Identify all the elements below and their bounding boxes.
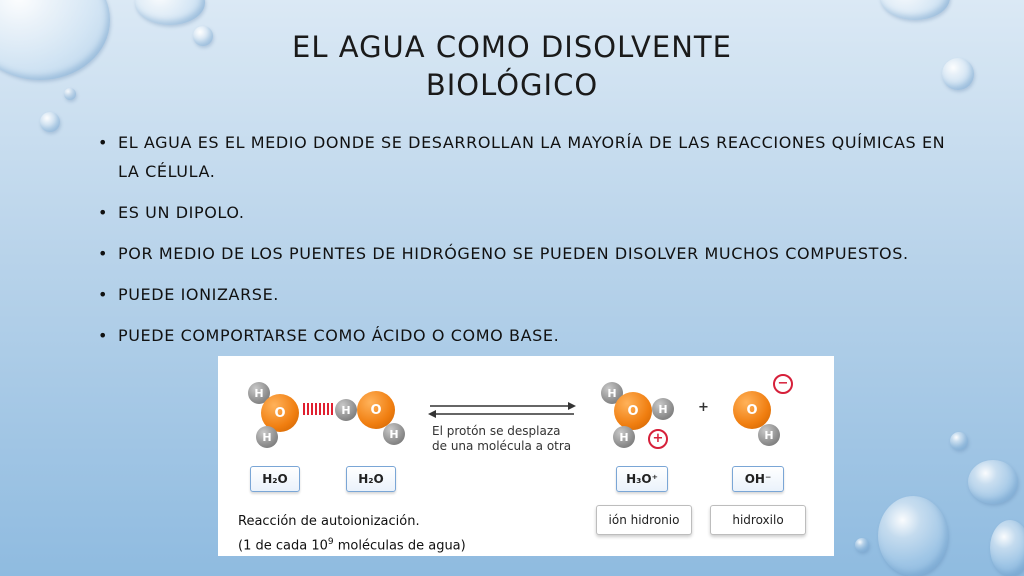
water-drop-decoration <box>880 0 950 20</box>
proton-text-line-2: de una molécula a otra <box>432 439 572 453</box>
autoionization-figure <box>218 356 834 556</box>
hydrogen-atom: H <box>613 426 635 448</box>
bullet-item: • ES UN DIPOLO. <box>98 198 958 227</box>
bullet-item: • PUEDE COMPORTARSE COMO ÁCIDO O COMO BASE. <box>98 321 958 350</box>
water-drop-decoration <box>968 460 1018 504</box>
caption-suffix: moléculas de agua) <box>333 538 466 554</box>
hydrogen-atom: H <box>335 399 357 421</box>
caption-line-2 <box>238 532 466 556</box>
formula-hydronium: H₃O⁺ <box>616 466 668 492</box>
water-drop-decoration <box>135 0 205 25</box>
hydrogen-atom: H <box>652 398 674 420</box>
slide-title <box>0 28 1024 104</box>
bullet-item: • EL AGUA ES EL MEDIO DONDE SE DESARROLLAN LA MAYORÍA DE LAS REACCIONES QUÍMICAS EN LA CÉLULA. <box>98 128 958 186</box>
hydrogen-atom: H <box>601 382 623 404</box>
caption-line-1: Reacción de autoionización. <box>238 514 420 529</box>
formula-water-1: H₂O <box>250 466 300 492</box>
water-drop-decoration <box>878 496 948 576</box>
title-line-1: EL AGUA COMO DISOLVENTE <box>292 30 732 64</box>
formula-hydroxide: OH⁻ <box>732 466 784 492</box>
oxygen-atom: O <box>357 391 395 429</box>
proton-transfer-text <box>432 424 582 454</box>
bullet-list <box>98 128 958 362</box>
caption-exponent: 9 <box>327 537 334 547</box>
label-hydronium: ión hidronio <box>596 505 692 535</box>
title-line-2: BIOLÓGICO <box>425 68 599 102</box>
equilibrium-arrows-icon <box>426 400 578 420</box>
water-drop-decoration <box>40 112 60 132</box>
hydrogen-bond-icon <box>302 401 334 417</box>
proton-text-line-1: El protón se desplaza <box>432 424 561 438</box>
minus-charge-icon: − <box>773 374 793 394</box>
bullet-item: • POR MEDIO DE LOS PUENTES DE HIDRÓGENO SE PUEDEN DISOLVER MUCHOS COMPUESTOS. <box>98 239 958 268</box>
hydrogen-atom: H <box>383 423 405 445</box>
formula-water-2: H₂O <box>346 466 396 492</box>
hydrogen-atom: H <box>256 426 278 448</box>
oxygen-atom: O <box>733 391 771 429</box>
plus-charge-icon: + <box>648 429 668 449</box>
figure-caption <box>238 511 466 556</box>
plus-symbol: + <box>698 400 709 415</box>
hydrogen-atom: H <box>758 424 780 446</box>
hydrogen-atom: H <box>248 382 270 404</box>
water-drop-decoration <box>990 520 1024 576</box>
oxygen-atom: O <box>261 394 299 432</box>
oxygen-atom: O <box>614 392 652 430</box>
caption-prefix: (1 de cada 10 <box>238 538 328 554</box>
water-drop-decoration <box>855 538 869 552</box>
water-drop-decoration <box>950 432 968 450</box>
bullet-item: • PUEDE IONIZARSE. <box>98 280 958 309</box>
label-hydroxide: hidroxilo <box>710 505 806 535</box>
